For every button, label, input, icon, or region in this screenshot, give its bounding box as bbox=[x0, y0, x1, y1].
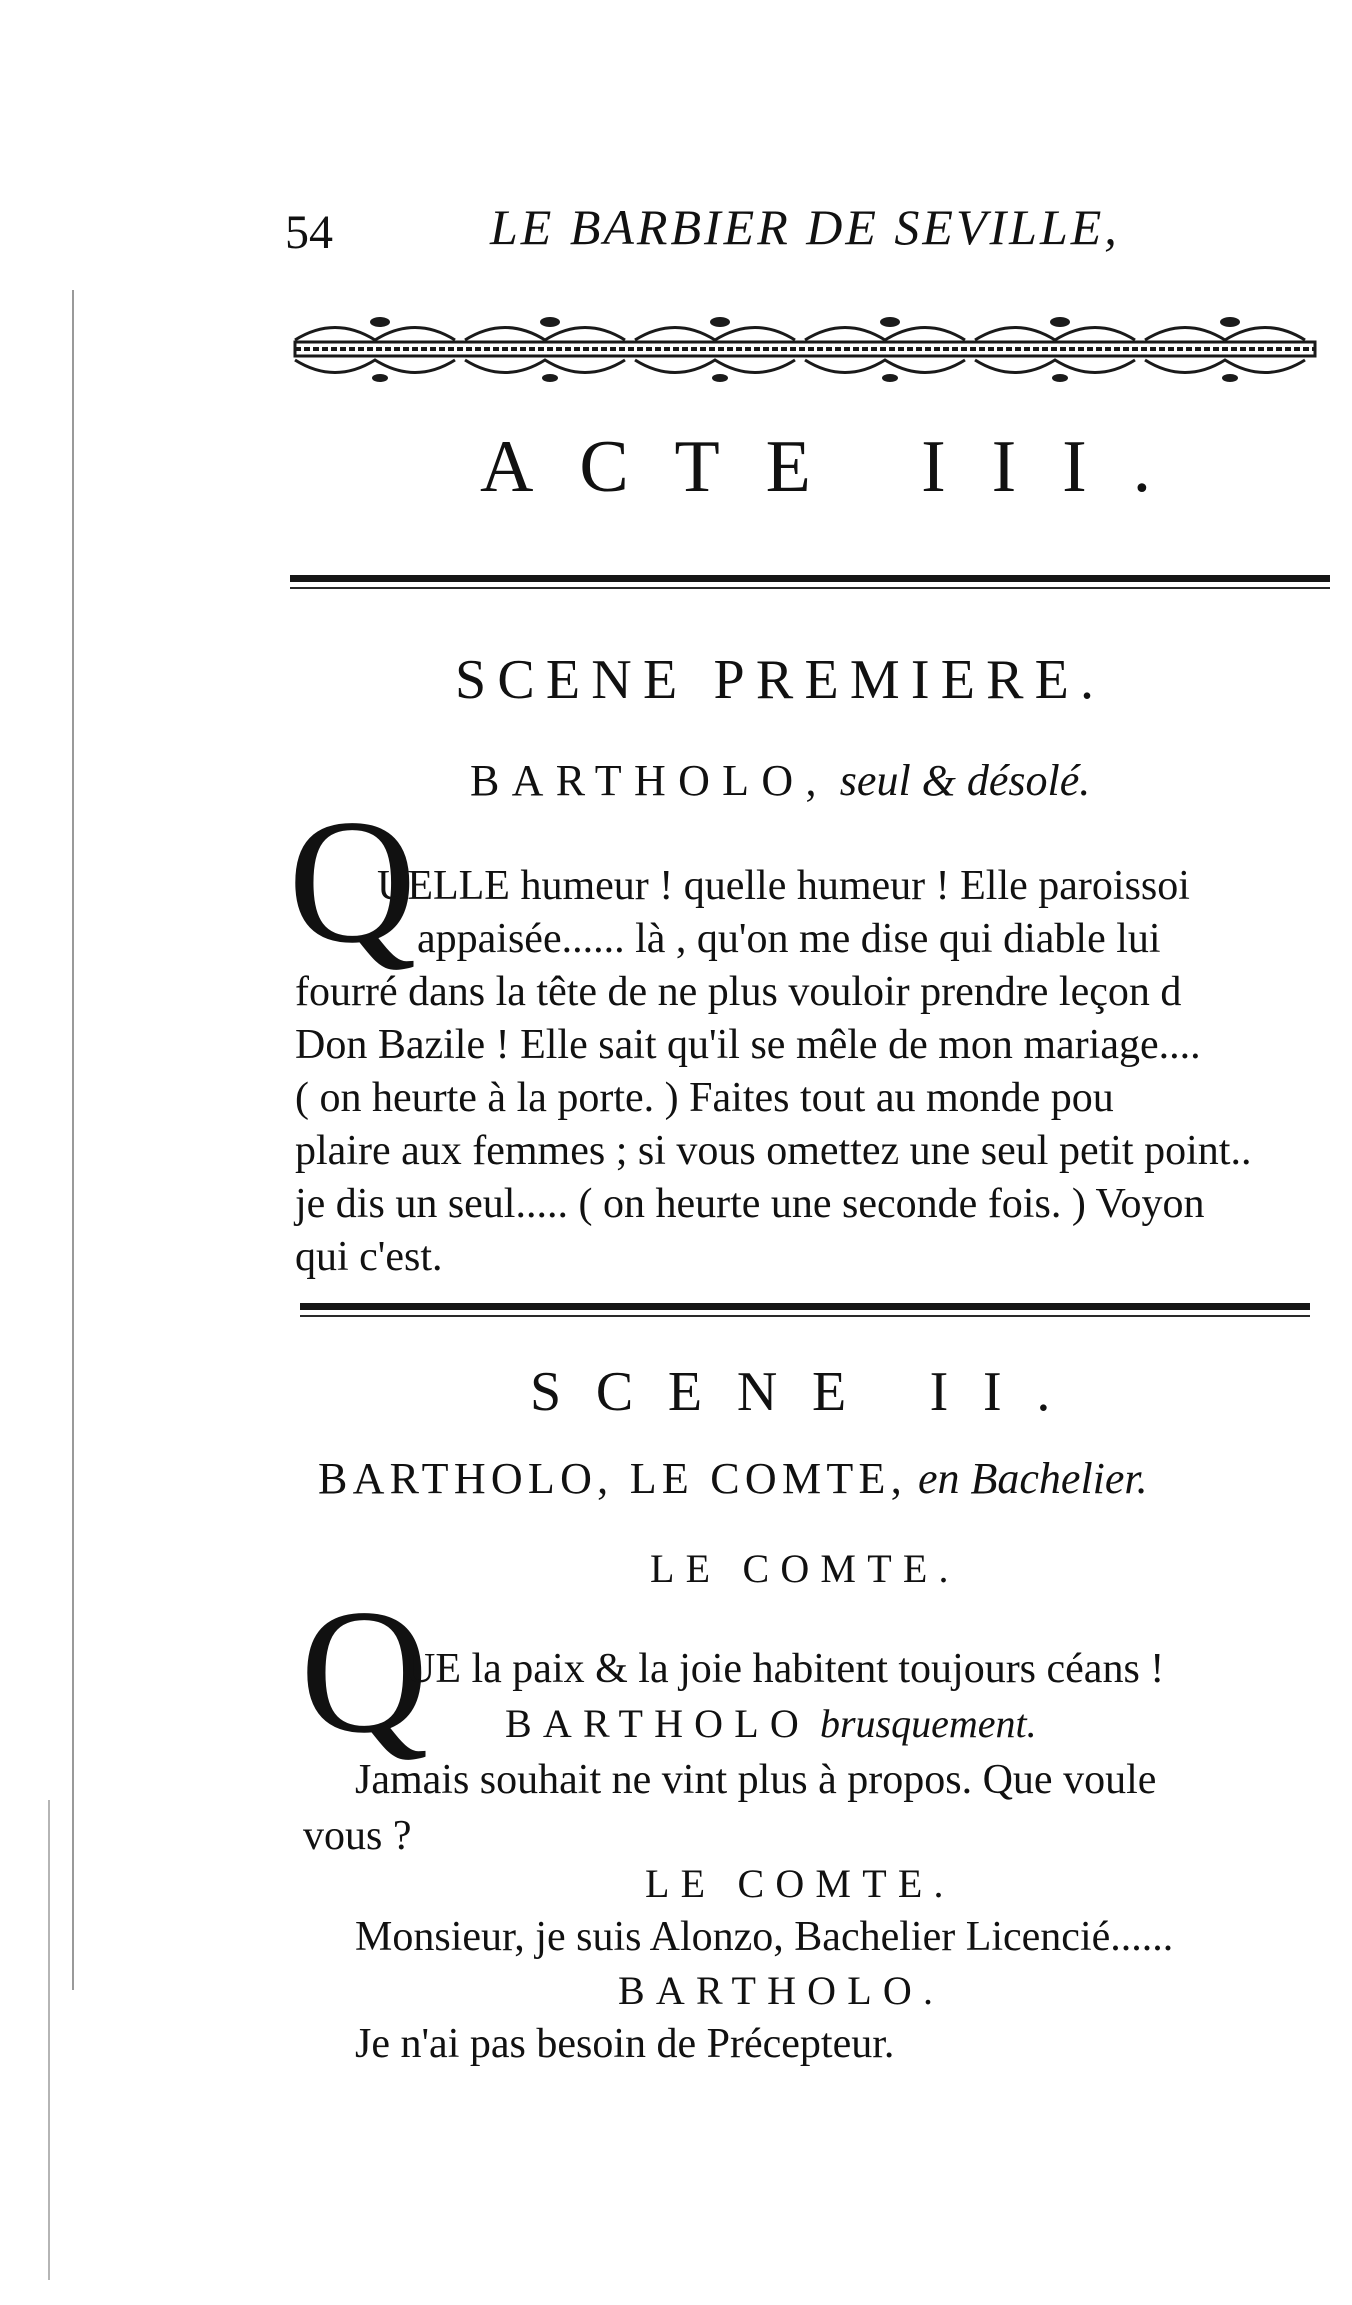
text-line: plaire aux femmes ; si vous omettez une seul petit point.. bbox=[295, 1128, 1252, 1174]
scene-title: SCENE II. bbox=[530, 1361, 1086, 1423]
text-line: qui c'est. bbox=[295, 1234, 443, 1280]
speaker-heading bbox=[505, 1700, 1037, 1747]
scan-margin-line bbox=[72, 290, 74, 1990]
text-line: Jamais souhait ne vint plus à propos. Que voule bbox=[355, 1757, 1157, 1803]
stage-direction: en Bachelier. bbox=[917, 1454, 1148, 1503]
text-line: ( on heurte à la porte. ) Faites tout au monde pou bbox=[295, 1075, 1114, 1121]
section-rule bbox=[300, 1303, 1310, 1317]
text-line: Je n'ai pas besoin de Précepteur. bbox=[355, 2021, 895, 2067]
speaker-label: LE COMTE. bbox=[650, 1546, 960, 1591]
text-line: fourré dans la tête de ne plus vouloir prendre leçon d bbox=[295, 969, 1182, 1015]
text-line: UE la paix & la joie habitent toujours céans ! bbox=[405, 1646, 1165, 1692]
ornamental-headpiece bbox=[285, 300, 1330, 395]
character-name: BARTHOLO, bbox=[470, 756, 829, 805]
section-rule bbox=[290, 575, 1330, 589]
character-names: BARTHOLO, LE COMTE, bbox=[318, 1454, 907, 1503]
character-heading bbox=[470, 755, 1090, 806]
scene-title: SCENE PREMIERE. bbox=[455, 649, 1106, 711]
running-title: LE BARBIER DE SEVILLE, bbox=[490, 199, 1120, 255]
speaker-label: BARTHOLO bbox=[505, 1701, 810, 1746]
scan-margin-line bbox=[48, 1800, 50, 2280]
speaker-label: BARTHOLO. bbox=[618, 1968, 945, 2013]
speech-paragraph bbox=[295, 860, 1340, 1284]
drop-cap: Q bbox=[288, 782, 417, 980]
text-line: je dis un seul..... ( on heurte une seconde fois. ) Voyon bbox=[295, 1181, 1205, 1227]
text-line: vous ? bbox=[303, 1813, 412, 1859]
page-number: 54 bbox=[285, 206, 333, 259]
character-heading bbox=[318, 1453, 1148, 1504]
speaker-label: LE COMTE. bbox=[645, 1861, 955, 1906]
text-line: Don Bazile ! Elle sait qu'il se mêle de mon mariage.... bbox=[295, 1022, 1201, 1068]
stage-direction: brusquement. bbox=[819, 1701, 1037, 1746]
text-line: appaisée...... là , qu'on me dise qui diable lui bbox=[417, 916, 1161, 962]
text-line: Monsieur, je suis Alonzo, Bachelier Licencié...... bbox=[355, 1914, 1174, 1960]
stage-direction: seul & désolé. bbox=[839, 756, 1091, 805]
text-line: UELLE humeur ! quelle humeur ! Elle paroissoi bbox=[377, 863, 1190, 909]
act-title: ACTE III. bbox=[480, 426, 1198, 508]
drop-cap: Q bbox=[300, 1572, 429, 1770]
